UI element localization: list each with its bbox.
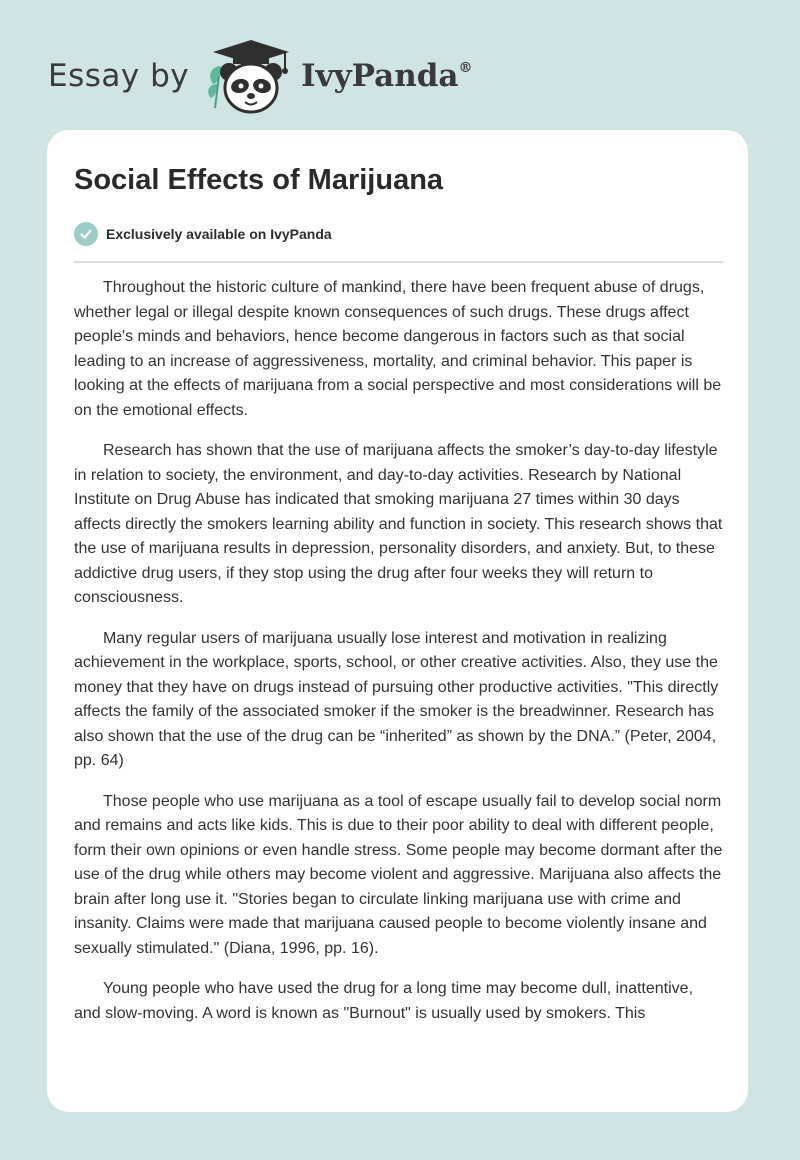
paragraph: Throughout the historic culture of mankind, there have been frequent abuse of drugs, whether legal or illegal despite known consequences of such drugs. These drugs affect people's minds and behaviors, hence become dangerous in factors such as that social leading to an increase of aggressiveness, mortality, and criminal behavior. This paper is looking at the effects of marijuana from a social perspective and most considerations will be on the emotional effects. xyxy=(74,279,722,419)
registered-mark: ® xyxy=(458,60,473,76)
panda-graduate-logo-icon xyxy=(203,36,295,116)
paragraph: Those people who use marijuana as a tool of escape usually fail to develop social norm and remains and acts like kids. This is due to their poor ability to deal with different people, form their own opinions or even handle stress. Some people may become dormant after the use of the drug while others may become violent and aggressive. Marijuana also affects the brain after long use it. "Stories began to circulate linking marijuana use with crime and insanity. Claims were made that marijuana caused people to become violently insane and sexually stimulated." (Diana, 1996, pp. 16). xyxy=(74,792,723,957)
exclusive-badge-label: Exclusively available on IvyPanda xyxy=(106,226,332,242)
site-header xyxy=(48,36,473,116)
page-title: Social Effects of Marijuana xyxy=(74,164,444,196)
exclusive-badge xyxy=(74,222,332,246)
brand-text: IvyPanda xyxy=(301,58,459,94)
essay-by-label: Essay by xyxy=(48,58,190,94)
brand-name xyxy=(301,58,472,94)
paragraph: Research has shown that the use of marijuana affects the smoker’s day-to-day lifestyle in relation to society, the environment, and day-to-day activities. Research by National Institute on Drug Abuse has indicated that smoking marijuana 27 times within 30 days affects directly the smokers learning ability and function in society. This research shows that the use of marijuana results in depression, personality disorders, and anxiety. But, to these addictive drug users, if they stop using the drug after four weeks they will return to consciousness. xyxy=(74,442,723,606)
essay-body xyxy=(74,276,724,1042)
paragraph: Young people who have used the drug for a long time may become dull, inattentive, and slow-moving. A word is known as "Burnout" is usually used by smokers. This xyxy=(74,980,694,1022)
checkmark-icon xyxy=(74,222,98,246)
essay-card xyxy=(47,130,748,1112)
divider xyxy=(74,261,723,263)
paragraph: Many regular users of marijuana usually lose interest and motivation in realizing achievement in the workplace, sports, school, or other creative activities. Also, they use the money that they have on drugs instead of pursuing other productive activities. "This directly affects the family of the associated smoker if the smoker is the breadwinner. Research has also shown that the use of the drug can be “inherited” as shown by the DNA.” (Peter, 2004, pp. 64) xyxy=(74,629,719,769)
ivypanda-logo[interactable] xyxy=(203,36,472,116)
